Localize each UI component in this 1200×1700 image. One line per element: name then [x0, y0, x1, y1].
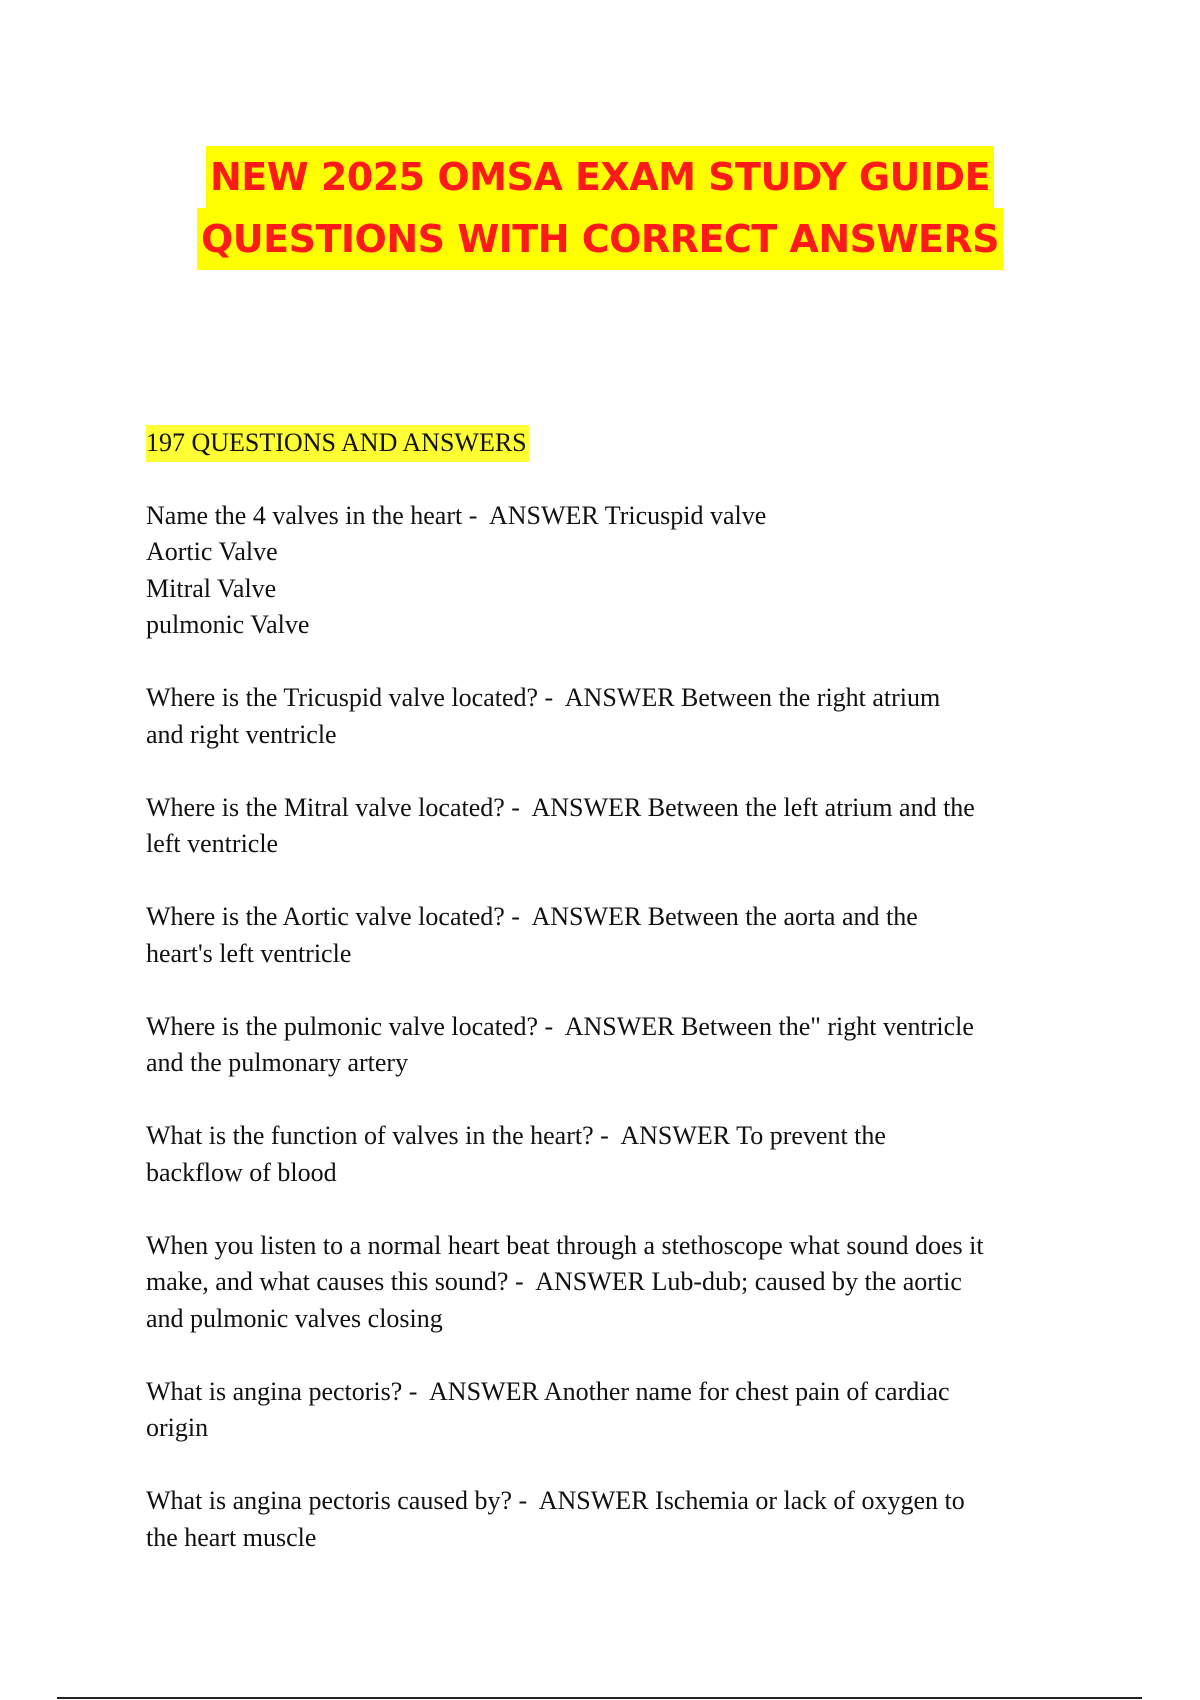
qa-line: What is the function of valves in the heart? - ANSWER To prevent the	[146, 1121, 886, 1150]
qa-item	[146, 498, 1071, 644]
document-body	[146, 425, 1071, 1593]
page-divider	[57, 1697, 1142, 1699]
qa-line: make, and what causes this sound? - ANSWER Lub-dub; caused by the aortic	[146, 1267, 962, 1296]
qa-line: What is angina pectoris? - ANSWER Another name for chest pain of cardiac	[146, 1376, 950, 1406]
qa-item	[146, 680, 1071, 753]
qa-item	[146, 1374, 1071, 1447]
qa-line: Mitral Valve	[146, 573, 277, 603]
qa-item	[146, 899, 1071, 972]
title-line-2: QUESTIONS WITH CORRECT ANSWERS	[197, 208, 1003, 270]
qa-line: Aortic Valve	[146, 537, 278, 566]
qa-line: Where is the Tricuspid valve located? - ANSWER Between the right atrium	[146, 683, 941, 712]
document-title	[0, 146, 1200, 270]
qa-list	[146, 498, 1071, 1557]
qa-line: and right ventricle	[146, 719, 337, 749]
qa-line: Where is the Mitral valve located? - ANSWER Between the left atrium and the	[146, 792, 975, 822]
qa-item	[146, 1009, 1071, 1082]
qa-line: Where is the Aortic valve located? - ANSWER Between the aorta and the	[146, 902, 918, 931]
qa-line: Name the 4 valves in the heart - ANSWER Tricuspid valve	[146, 500, 767, 530]
qa-line: backflow of blood	[146, 1157, 337, 1187]
qa-line: pulmonic Valve	[146, 610, 310, 639]
qa-line: Where is the pulmonic valve located? - ANSWER Between the" right ventricle	[146, 1011, 974, 1041]
qa-line: and pulmonic valves closing	[146, 1303, 443, 1333]
qa-item	[146, 1483, 1071, 1556]
qa-item	[146, 1118, 1071, 1191]
subheading-row	[146, 425, 1071, 498]
qa-line: and the pulmonary artery	[146, 1048, 409, 1077]
qa-line: origin	[146, 1413, 209, 1442]
subheading: 197 QUESTIONS AND ANSWERS	[146, 425, 529, 462]
qa-item	[146, 1228, 1071, 1338]
qa-line: What is angina pectoris caused by? - ANSWER Ischemia or lack of oxygen to	[146, 1486, 965, 1515]
qa-item	[146, 790, 1071, 863]
qa-line: left ventricle	[146, 829, 279, 858]
qa-line: heart's left ventricle	[146, 938, 352, 968]
title-line-1: NEW 2025 OMSA EXAM STUDY GUIDE	[206, 146, 994, 208]
qa-line: When you listen to a normal heart beat through a stethoscope what sound does it	[146, 1230, 984, 1260]
qa-line: the heart muscle	[146, 1522, 317, 1552]
